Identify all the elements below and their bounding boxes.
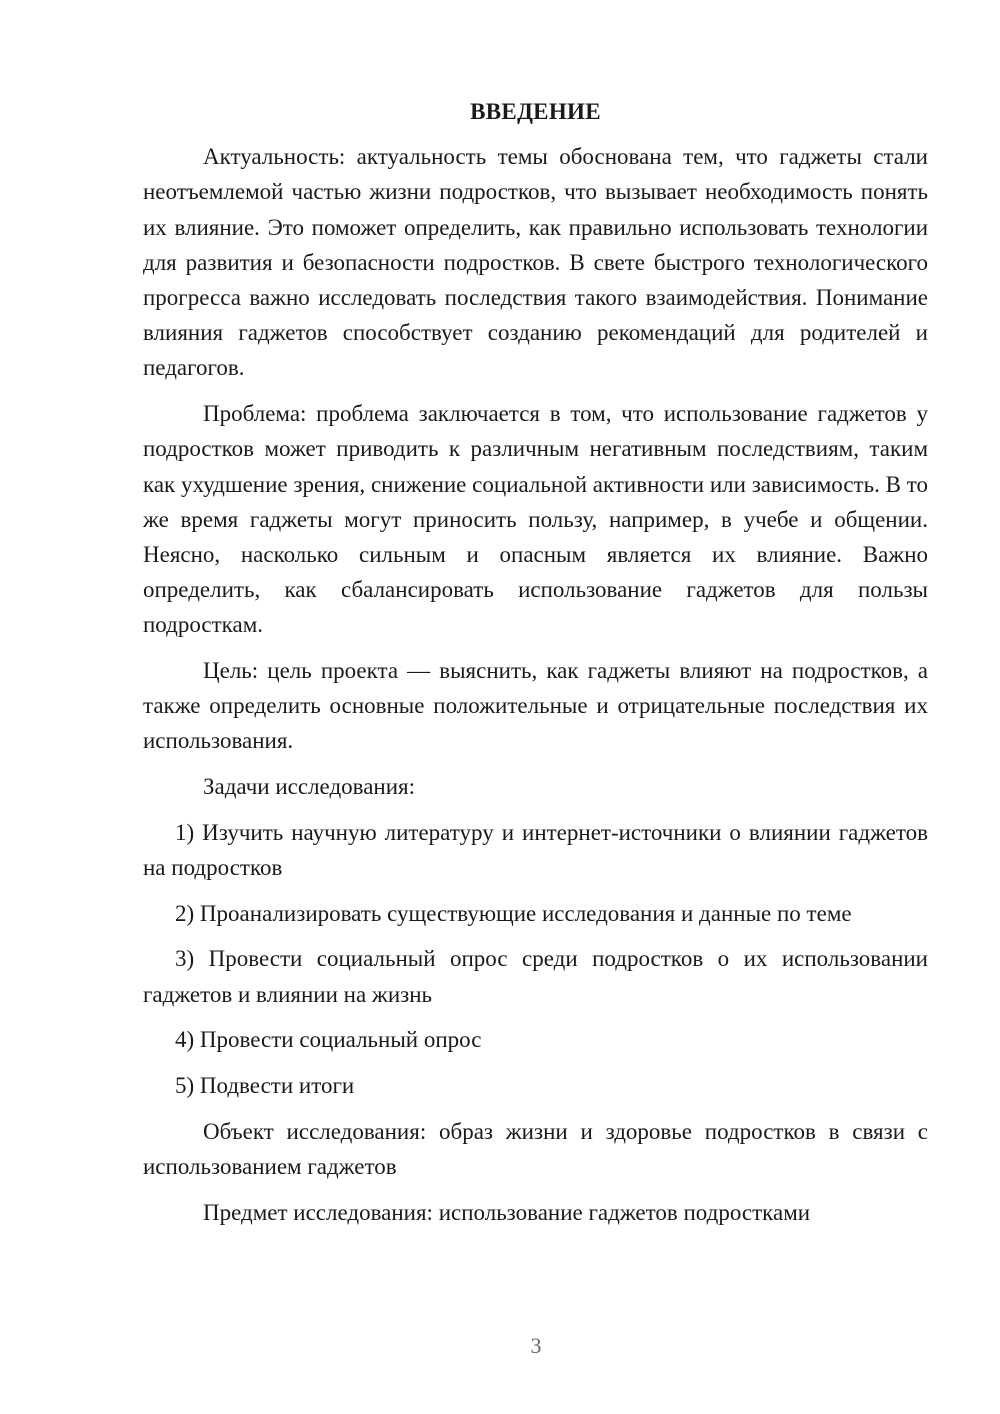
goal-paragraph: Цель: цель проекта — выяснить, как гаджеты влияют на подростков, а также определить основные положительные и отрицательные последствия их использования. [143, 658, 928, 754]
task-item-5: 5) Подвести итоги [175, 1073, 355, 1099]
tasks-heading: Задачи исследования: [203, 774, 416, 800]
relevance-paragraph: Актуальность: актуальность темы обоснована тем, что гаджеты стали неотъемлемой частью жизни подростков, что вызывает необходимость понять их влияние. Это поможет определить, как правильно использовать технологии для развития и безопасности подростков. В свете быстрого технологического прогресса важно исследовать последствия такого взаимодействия. Понимание влияния гаджетов способствует созданию рекомендаций для родителей и педагогов. [143, 144, 928, 381]
problem-paragraph: Проблема: проблема заключается в том, что использование гаджетов у подростков может приводить к различным негативным последствиям, таким как ухудшение зрения, снижение социальной активности или зависимость. В то же время гаджеты могут приносить пользу, например, в учебе и общении. Неясно, насколько сильным и опасным является их влияние. Важно определить, как сбалансировать использование гаджетов для пользы подросткам. [143, 401, 928, 638]
document-page [143, 94, 928, 1240]
task-item-1: 1) Изучить научную литературу и интернет-источники о влиянии гаджетов на подростков [143, 819, 928, 881]
research-subject-paragraph: Предмет исследования: использование гаджетов подростками [203, 1199, 811, 1225]
task-item-4: 4) Провести социальный опрос [175, 1027, 482, 1053]
task-item-3: 3) Провести социальный опрос среди подростков о их использовании гаджетов и влиянии на жизнь [143, 946, 928, 1007]
task-item-2: 2) Проанализировать существующие исследования и данные по теме [175, 900, 852, 926]
research-object-paragraph: Объект исследования: образ жизни и здоровье подростков в связи с использованием гаджетов [143, 1118, 928, 1179]
page-number: 3 [530, 1333, 542, 1358]
page-title: ВВЕДЕНИЕ [470, 99, 601, 124]
